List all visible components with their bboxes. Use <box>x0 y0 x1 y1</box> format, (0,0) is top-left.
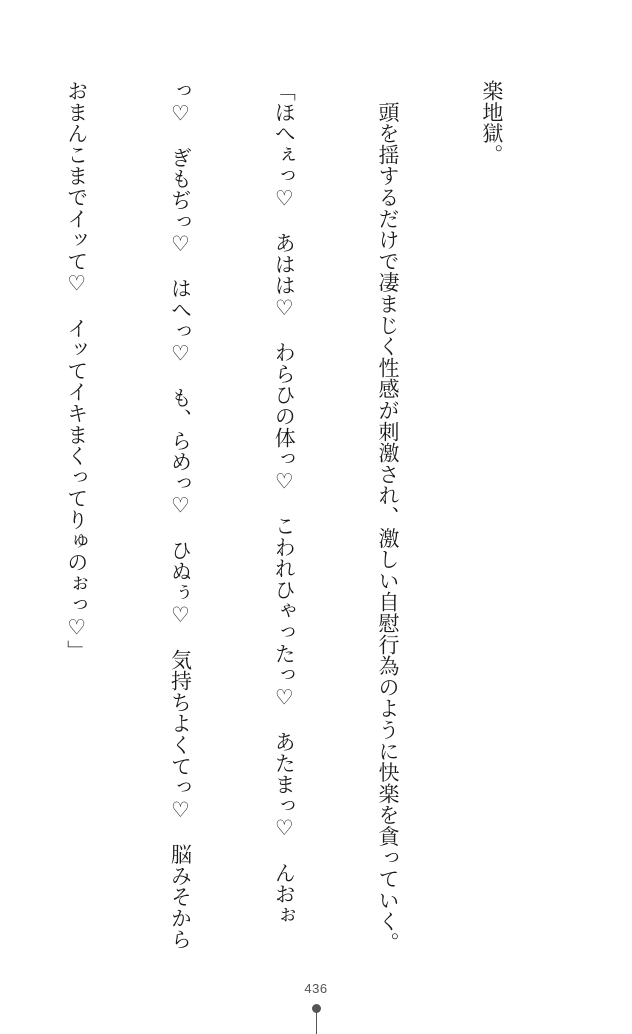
text-line-4: っ♡ ぎもぢっ♡ はへっ♡ も、らめっ♡ ひぬぅ♡ 気持ちよくてっ♡ 脳みそから <box>168 80 193 950</box>
page-number: 436 <box>304 981 328 996</box>
text-line-3: 「ほへぇっ♡ あはは♡ わらひの体っ♡ こわれひゃったっ♡ あたまっ♡ んおぉ <box>272 80 297 926</box>
page-footer <box>0 978 632 997</box>
text-line-2: 頭を揺するだけで凄まじく性感が刺激され、激しい自慰行為のように快楽を貪っていく。 <box>376 80 401 954</box>
text-line-5: おまんこまでイッて♡ イッてイキまくってりゅのぉっ♡」 <box>64 80 89 662</box>
text-line-1: 楽地獄。 <box>479 80 504 166</box>
page-marker-rule <box>316 1012 317 1034</box>
vertical-text-body <box>0 80 578 960</box>
